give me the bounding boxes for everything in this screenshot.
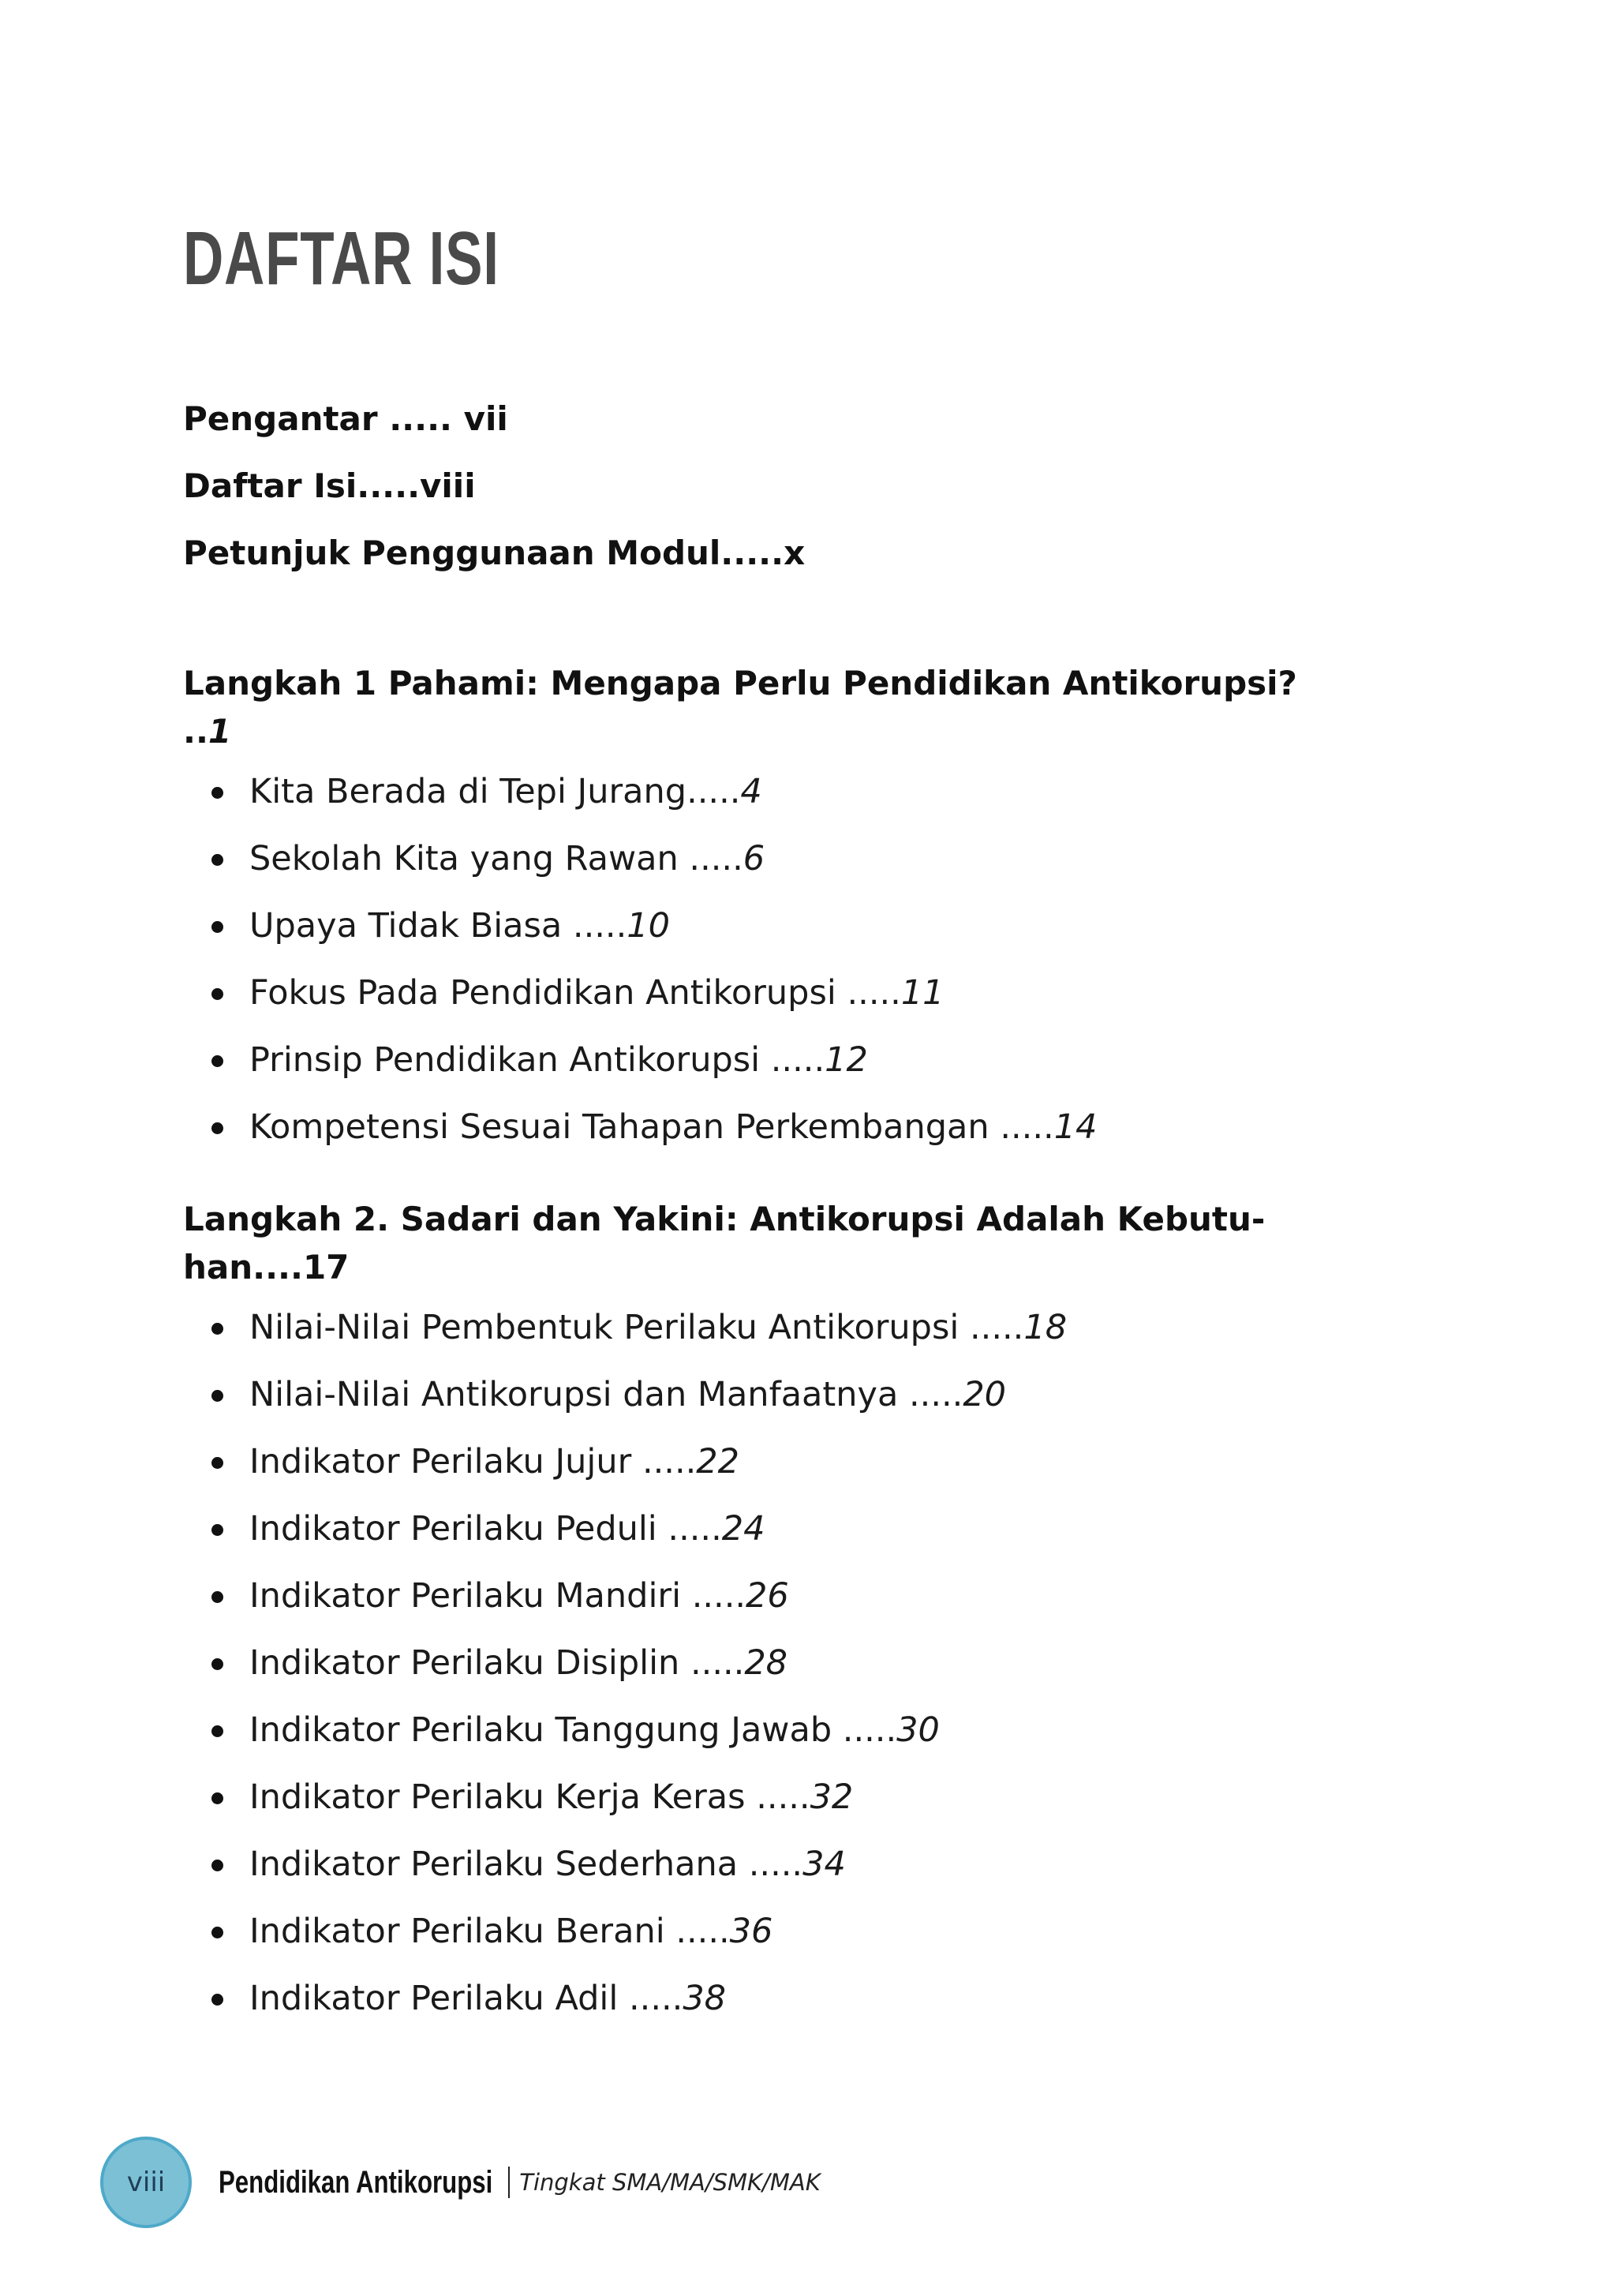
toc-item-text: Kita Berada di Tepi Jurang..... xyxy=(249,772,741,811)
toc-item-page: 12 xyxy=(825,1040,868,1080)
section-heading[interactable] xyxy=(183,659,1304,755)
toc-item[interactable] xyxy=(249,1764,1304,1831)
page-number-badge: viii xyxy=(100,2137,192,2228)
toc-item[interactable] xyxy=(249,893,1304,960)
page-footer xyxy=(100,2137,821,2228)
toc-item-text: Nilai-Nilai Pembentuk Perilaku Antikorupsi ..... xyxy=(249,1308,1024,1347)
toc-item-text: Nilai-Nilai Antikorupsi dan Manfaatnya ..... xyxy=(249,1375,963,1414)
toc-item-page: 28 xyxy=(744,1643,788,1683)
toc-item[interactable] xyxy=(249,1965,1304,2032)
footer-divider xyxy=(508,2167,510,2198)
toc-item-text: Indikator Perilaku Kerja Keras ..... xyxy=(249,1777,810,1817)
toc-item-text: Indikator Perilaku Mandiri ..... xyxy=(249,1576,746,1616)
bullet-icon xyxy=(211,1725,223,1737)
toc-item-page: 34 xyxy=(802,1845,846,1884)
section-heading-line1: Langkah 2. Sadari dan Yakini: Antikorupsi Adalah Kebutu- xyxy=(183,1200,1266,1238)
toc-item-text: Kompetensi Sesuai Tahapan Perkembangan ..... xyxy=(249,1107,1054,1147)
bullet-icon xyxy=(211,921,223,933)
toc-item[interactable] xyxy=(249,1361,1304,1429)
bullet-icon xyxy=(211,1055,223,1067)
toc-item-page: 20 xyxy=(963,1375,1007,1414)
toc-item-text: Indikator Perilaku Disiplin ..... xyxy=(249,1643,745,1683)
toc-item[interactable] xyxy=(249,1697,1304,1764)
section-heading-text: Langkah 1 Pahami: Mengapa Perlu Pendidikan Antikorupsi? .. xyxy=(183,664,1297,751)
toc-item[interactable] xyxy=(249,826,1304,893)
toc-item[interactable] xyxy=(249,758,1304,826)
bullet-icon xyxy=(211,1323,223,1335)
bullet-icon xyxy=(211,1524,223,1536)
bullet-icon xyxy=(211,988,223,1000)
toc-item-page: 36 xyxy=(729,1912,773,1951)
toc-item-text: Fokus Pada Pendidikan Antikorupsi ..... xyxy=(249,973,901,1013)
toc-item-page: 14 xyxy=(1053,1107,1098,1147)
toc-item-text: Indikator Perilaku Jujur ..... xyxy=(249,1442,697,1481)
toc-item-page: 22 xyxy=(696,1442,740,1481)
toc-entry-pengantar[interactable]: Pengantar ..... vii xyxy=(183,399,508,438)
bullet-icon xyxy=(211,1658,223,1670)
toc-item-page: 11 xyxy=(900,973,945,1013)
toc-entry-daftar-isi[interactable]: Daftar Isi.....viii xyxy=(183,466,476,505)
toc-section-langkah-2 xyxy=(183,1195,1304,2032)
toc-item-text: Indikator Perilaku Sederhana ..... xyxy=(249,1845,803,1884)
bullet-icon xyxy=(211,1390,223,1402)
bullet-icon xyxy=(211,1457,223,1469)
toc-section-langkah-1 xyxy=(183,659,1304,1161)
toc-item-text: Upaya Tidak Biasa ..... xyxy=(249,906,627,946)
bullet-icon xyxy=(211,1994,223,2006)
toc-item[interactable] xyxy=(249,1563,1304,1630)
toc-entry-petunjuk[interactable]: Petunjuk Penggunaan Modul.....x xyxy=(183,534,806,572)
toc-item-page: 18 xyxy=(1023,1308,1068,1347)
toc-item[interactable] xyxy=(249,960,1304,1027)
toc-item[interactable] xyxy=(249,1094,1304,1161)
page-title: DAFTAR ISI xyxy=(183,216,499,301)
toc-item-text: Indikator Perilaku Tanggung Jawab ..... xyxy=(249,1710,897,1750)
bullet-icon xyxy=(211,1792,223,1804)
toc-item[interactable] xyxy=(249,1429,1304,1496)
bullet-icon xyxy=(211,1860,223,1871)
footer-book-title: Pendidikan Antikorupsi xyxy=(219,2164,493,2200)
toc-item[interactable] xyxy=(249,1294,1304,1361)
footer-level: Tingkat SMA/MA/SMK/MAK xyxy=(519,2169,821,2196)
bullet-icon xyxy=(211,1591,223,1603)
bullet-icon xyxy=(211,854,223,866)
intro-entries xyxy=(183,385,805,586)
toc-item-page: 32 xyxy=(810,1777,854,1817)
toc-item[interactable] xyxy=(249,1496,1304,1563)
bullet-icon xyxy=(211,1122,223,1134)
toc-item-page: 38 xyxy=(683,1979,727,2018)
toc-item-page: 24 xyxy=(721,1509,765,1549)
toc-item[interactable] xyxy=(249,1898,1304,1965)
section-heading-line2: han....17 xyxy=(183,1248,350,1287)
bullet-icon xyxy=(211,1927,223,1938)
toc-item-page: 4 xyxy=(740,772,762,811)
section-item-list xyxy=(183,758,1304,1161)
bullet-icon xyxy=(211,787,223,799)
toc-item-text: Prinsip Pendidikan Antikorupsi ..... xyxy=(249,1040,825,1080)
toc-item-text: Indikator Perilaku Peduli ..... xyxy=(249,1509,722,1549)
section-page-number: 1 xyxy=(208,712,232,751)
toc-item-text: Sekolah Kita yang Rawan ..... xyxy=(249,839,743,878)
toc-item-page: 26 xyxy=(746,1576,789,1616)
toc-item-page: 30 xyxy=(896,1710,940,1750)
toc-item-text: Indikator Perilaku Adil ..... xyxy=(249,1979,683,2018)
toc-item[interactable] xyxy=(249,1831,1304,1898)
section-item-list xyxy=(183,1294,1304,2032)
toc-item[interactable] xyxy=(249,1027,1304,1094)
toc-item-page: 6 xyxy=(743,839,765,878)
toc-item-text: Indikator Perilaku Berani ..... xyxy=(249,1912,730,1951)
section-heading[interactable] xyxy=(183,1195,1304,1291)
toc-item[interactable] xyxy=(249,1630,1304,1697)
toc-item-page: 10 xyxy=(627,906,670,946)
